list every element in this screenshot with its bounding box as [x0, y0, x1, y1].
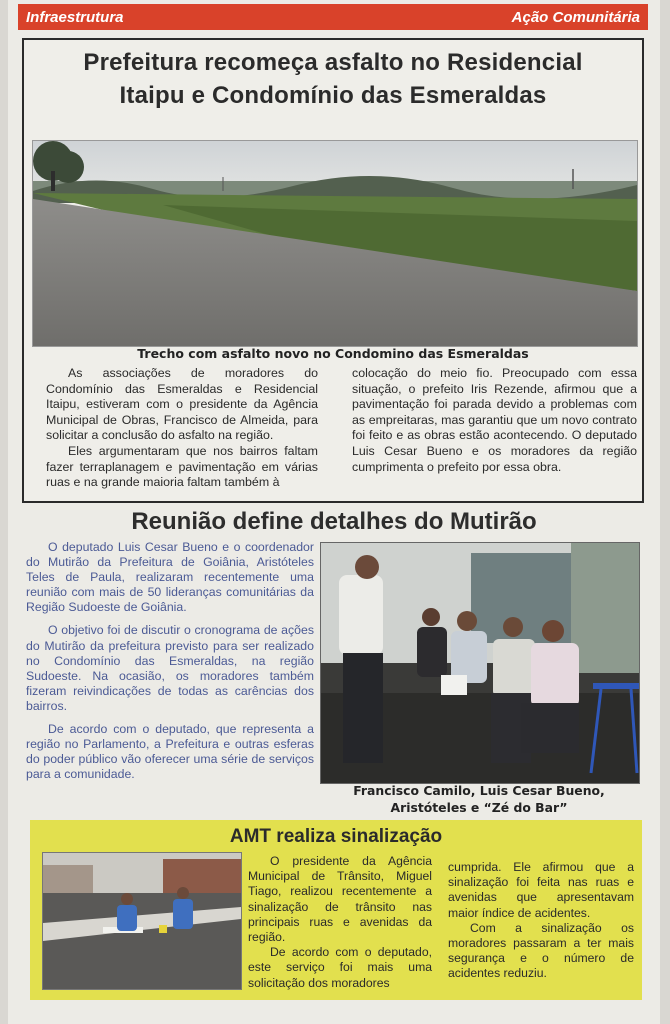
newspaper-page — [8, 0, 660, 1024]
article-mutirao-paragraph: O deputado Luis Cesar Bueno e o coordenador do Mutirão da Prefeitura de Goiânia, Aristóteles Teles de Paula, realizaram recentemente uma reunião com mais de 50 lideranças comunitárias da Região Sudoeste de Goiânia. — [26, 540, 314, 615]
article-amt-paragraph: De acordo com o deputado, este serviço foi mais uma solicitação dos moradores — [248, 945, 432, 990]
meeting-photo-illustration — [321, 543, 639, 783]
article-amt-column-1 — [248, 854, 432, 991]
meeting-photo-caption-line-2: Aristóteles e “Zé do Bar” — [390, 800, 568, 815]
article-asfalto-headline: Prefeitura recomeça asfalto no Residencial Itaipu e Condomínio das Esmeraldas — [83, 49, 583, 109]
article-mutirao-paragraph: De acordo com o deputado, que representa a região no Parlamento, a Prefeitura e outras esferas do poder público vão oferecer uma série de serviços para a comunidade. — [26, 722, 314, 782]
article-asfalto-paragraph: As associações de moradores do Condomínio das Esmeraldas e Residencial Itaipu, estiveram com o presidente da Agência Municipal de Obras, Francisco de Almeida, para solicitar a conclusão do asfalto na região. — [46, 366, 318, 443]
article-amt — [30, 820, 642, 1000]
article-asfalto-column-2 — [352, 366, 637, 475]
article-amt-paragraph: cumprida. Ele afirmou que a sinalização foi feita nas ruas e avenidas que apresentavam maior índice de acidentes. — [448, 860, 634, 920]
meeting-photo-caption-line-1: Francisco Camilo, Luis Cesar Bueno, — [353, 783, 605, 798]
section-strip — [18, 4, 648, 30]
road-photo-caption: Trecho com asfalto novo no Condomino das Esmeraldas — [137, 346, 529, 361]
meeting-photo-caption — [320, 782, 638, 816]
article-asfalto-paragraph: Eles argumentaram que nos bairros faltam fazer terraplanagem e pavimentação em várias ruas e na grande maioria faltam também à — [46, 443, 318, 490]
article-mutirao-paragraph: O objetivo foi de discutir o cronograma de ações do Mutirão da prefeitura previsto para ser realizado no Condomínio das Esmeraldas, na região Sudoeste. Na ocasião, os moradores também fizeram reivindicações de todas as carências dos bairros. — [26, 623, 314, 713]
section-label-right: Ação Comunitária — [511, 8, 640, 26]
traffic-signage-photo — [42, 852, 242, 990]
section-label-left: Infraestrutura — [26, 8, 124, 26]
article-mutirao-headline: Reunião define detalhes do Mutirão — [131, 508, 537, 535]
meeting-photo — [320, 542, 640, 784]
article-mutirao-text — [26, 540, 314, 790]
article-amt-paragraph: O presidente da Agência Municipal de Trânsito, Miguel Tiago, realizou recentemente a sinalização de trânsito nas principais ruas e avenidas da região. — [248, 854, 432, 945]
article-asfalto — [22, 38, 644, 503]
traffic-signage-illustration — [43, 853, 241, 989]
article-asfalto-column-1 — [46, 366, 318, 491]
article-amt-paragraph: Com a sinalização os moradores passaram a ter mais segurança e o número de acidentes reduziu. — [448, 920, 634, 981]
article-amt-column-2 — [448, 860, 634, 982]
article-asfalto-paragraph: colocação do meio fio. Preocupado com essa situação, o prefeito Iris Rezende, afirmou que a pavimentação foi parada devido a problemas com as empreitaras, mas garantiu que um novo contrato foi feito e as obras estão acontecendo. O deputado Luis Cesar Bueno e os moradores da região cumprimenta o prefeito por essa obra. — [352, 366, 637, 474]
article-amt-headline: AMT realiza sinalização — [229, 826, 443, 847]
road-photo-illustration — [33, 141, 637, 346]
road-photo — [32, 140, 638, 347]
